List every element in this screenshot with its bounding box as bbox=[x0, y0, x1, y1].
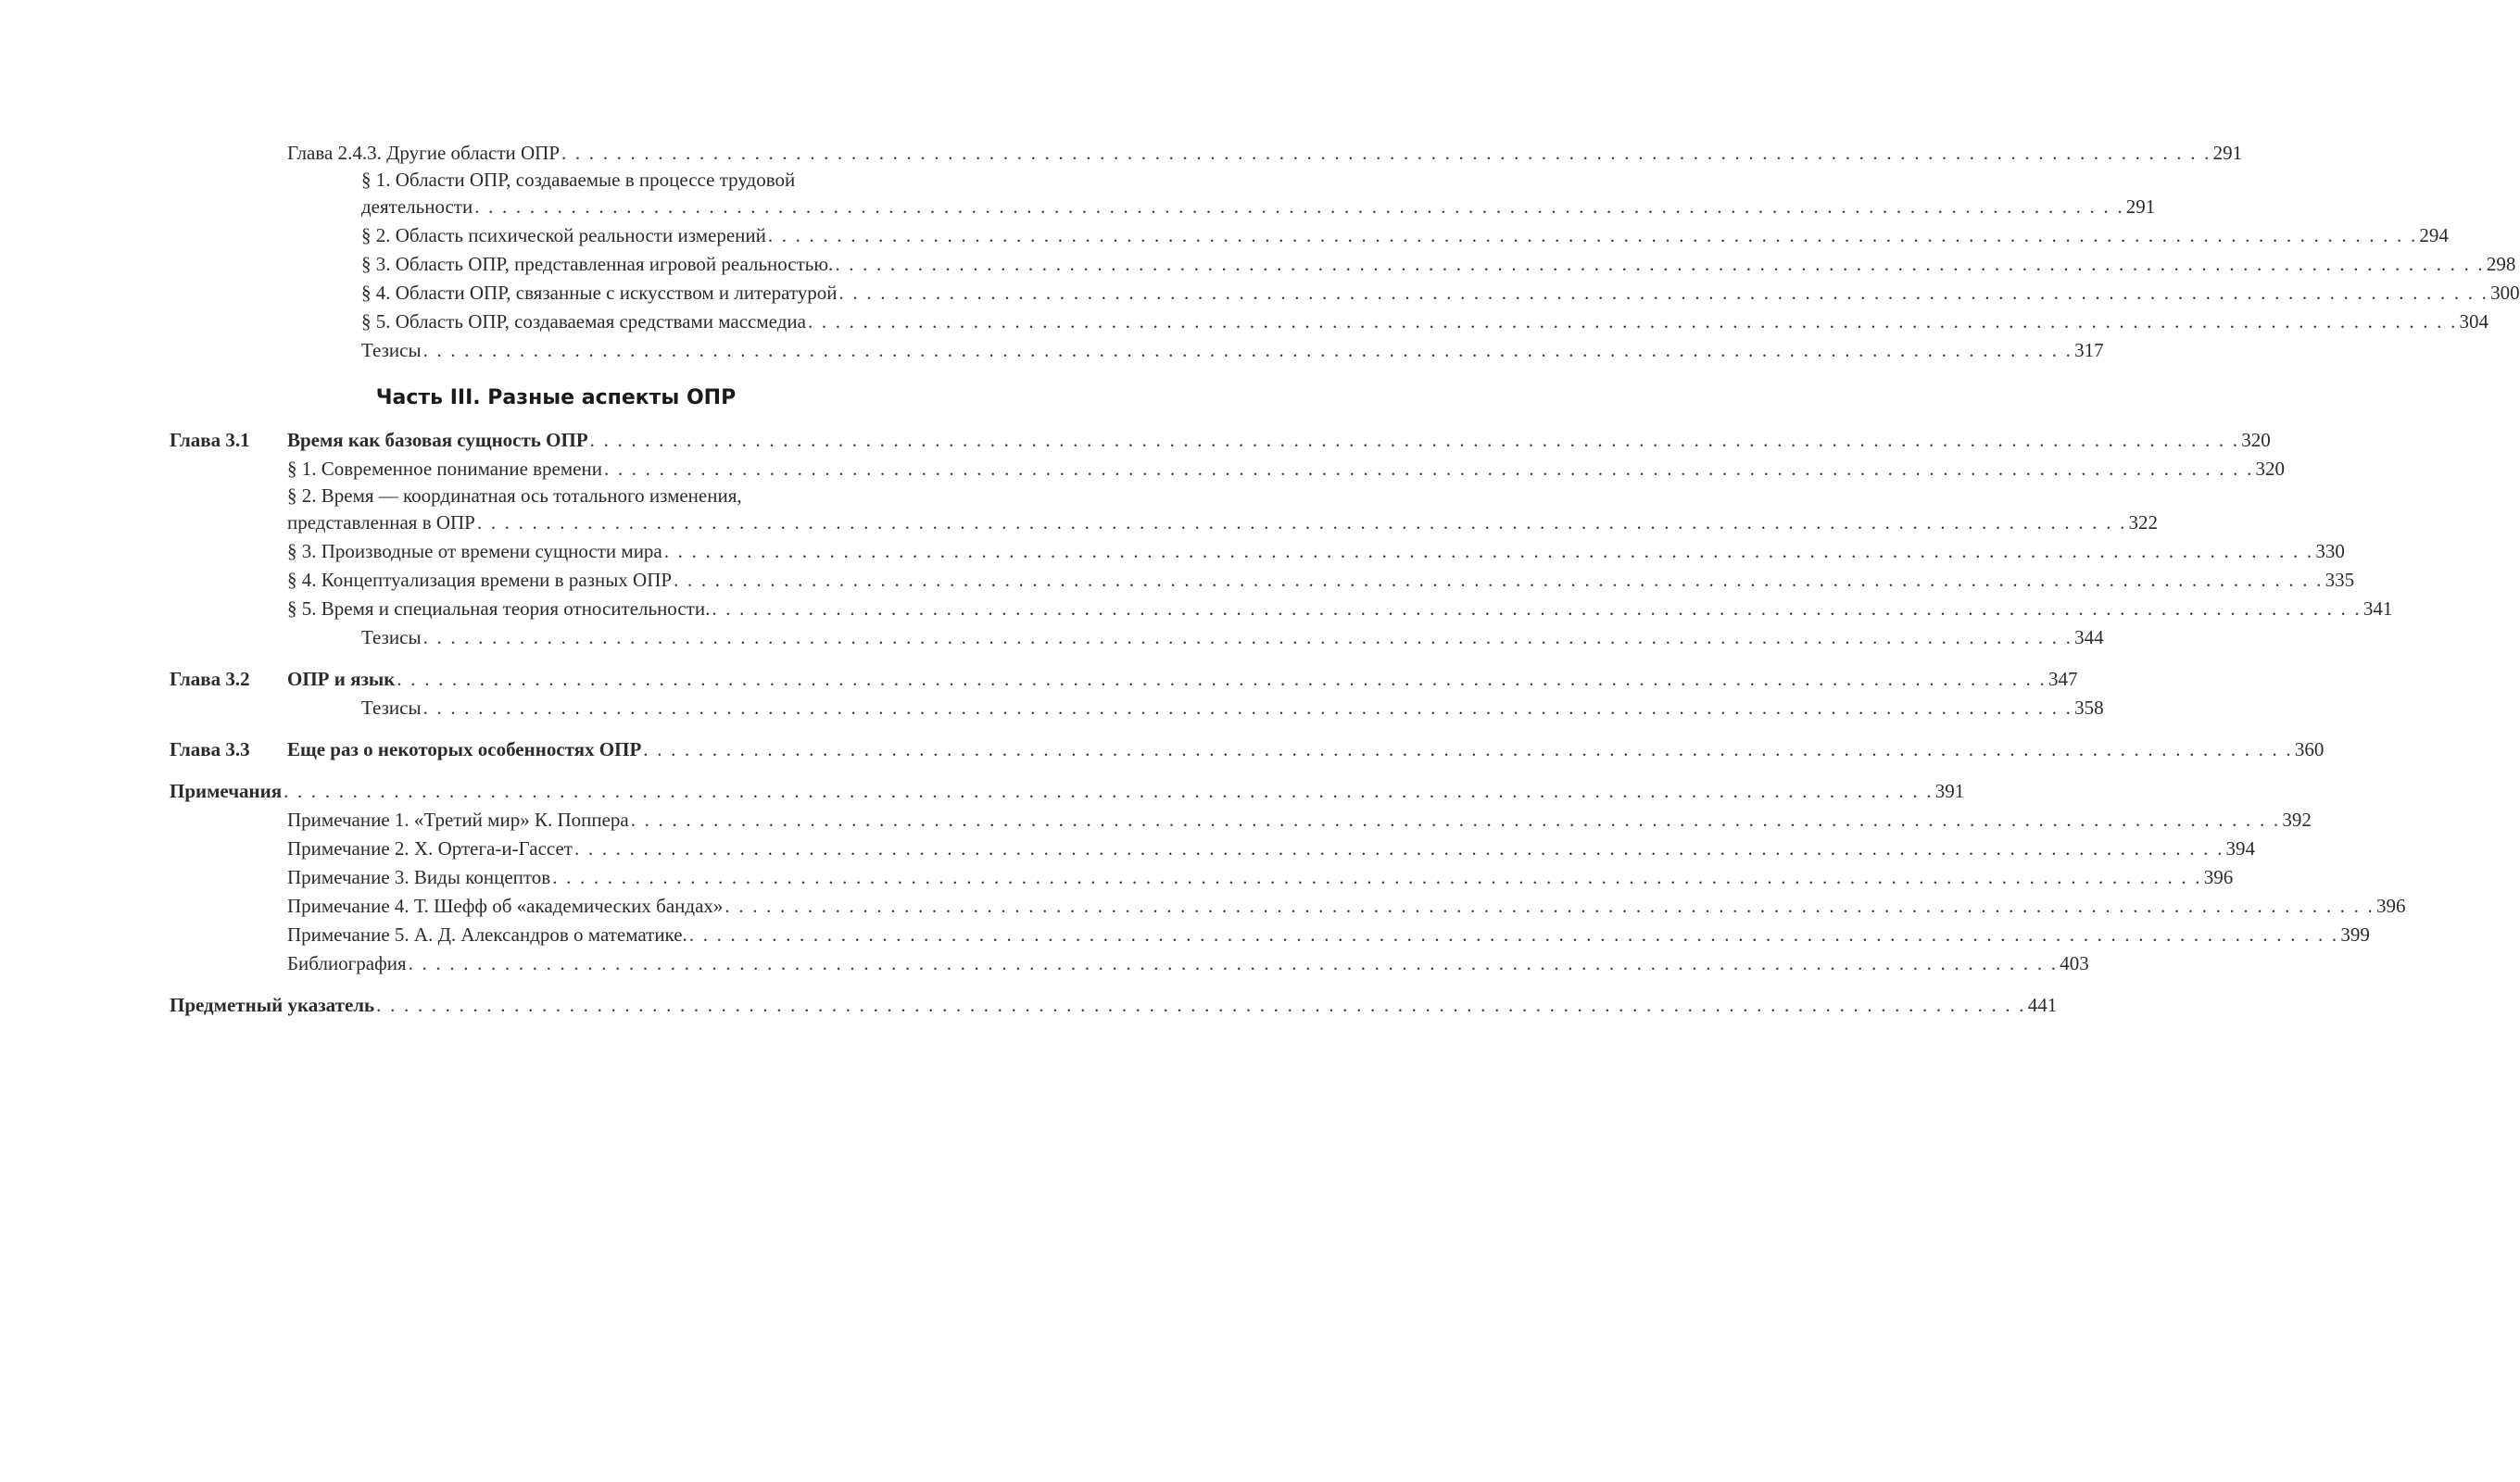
toc-entry-body bbox=[287, 949, 2089, 978]
dot-leader: . . . . . . . . . . . . . . . . . . . . . . . . . . . . . . . . . . . . . . . . . . . . . . . . . . . . . . . . . . . . . . . . . . . . . . . . . . . . . . . . . . . . . . . . . . . . . . . . . . . . . . . . . . . . . . . . . . . . . . . . bbox=[674, 569, 2324, 591]
toc-entry bbox=[0, 193, 2156, 221]
dot-leader: . . . . . . . . . . . . . . . . . . . . . . . . . . . . . . . . . . . . . . . . . . . . . . . . . . . . . . . . . . . . . . . . . . . . . . . . . . . . . . . . . . . . . . . . . . . . . . . . . . . . . . . . . . . . . . . . . . . . . . . . bbox=[422, 626, 2073, 648]
dot-leader: . . . . . . . . . . . . . . . . . . . . . . . . . . . . . . . . . . . . . . . . . . . . . . . . . . . . . . . . . . . . . . . . . . . . . . . . . . . . . . . . . . . . . . . . . . . . . . . . . . . . . . . . . . . . . . . . . . . . . . . . bbox=[807, 310, 2458, 333]
toc-entry bbox=[0, 509, 2158, 537]
toc-entry bbox=[0, 221, 2449, 250]
page-number: 396 bbox=[2203, 866, 2234, 888]
toc-entry bbox=[0, 892, 2406, 921]
toc-entry-body bbox=[287, 595, 2393, 623]
toc-entry-body bbox=[361, 336, 2104, 365]
page-number: 360 bbox=[2294, 738, 2325, 760]
toc-entry-body bbox=[287, 735, 2325, 764]
toc-entry-title: § 3. Область ОПР, представленная игровой реальностью. bbox=[361, 253, 834, 275]
page-number: 347 bbox=[2048, 668, 2078, 690]
toc-chapter bbox=[0, 426, 2271, 455]
toc-entry-line bbox=[0, 484, 1112, 509]
toc-entry-body bbox=[170, 991, 2058, 1020]
page-number: 344 bbox=[2074, 626, 2104, 648]
page-number: 335 bbox=[2325, 569, 2355, 591]
toc-entry bbox=[0, 835, 2256, 863]
page-number: 320 bbox=[2255, 458, 2286, 480]
toc-entry-title: Тезисы bbox=[361, 626, 422, 648]
toc-entry bbox=[0, 139, 2243, 168]
toc-entry-body bbox=[287, 139, 2243, 168]
chapter-number: Глава 3.1 bbox=[170, 429, 250, 451]
toc-entry-body bbox=[287, 566, 2355, 595]
dot-leader: . . . . . . . . . . . . . . . . . . . . . . . . . . . . . . . . . . . . . . . . . . . . . . . . . . . . . . . . . . . . . . . . . . . . . . . . . . . . . . . . . . . . . . . . . . . . . . . . . . . . . . . . . . . . . . . . . . . . . . . . bbox=[838, 282, 2489, 304]
toc-entry-body bbox=[287, 921, 2370, 949]
toc-entry-body bbox=[287, 892, 2406, 921]
dot-leader: . . . . . . . . . . . . . . . . . . . . . . . . . . . . . . . . . . . . . . . . . . . . . . . . . . . . . . . . . . . . . . . . . . . . . . . . . . . . . . . . . . . . . . . . . . . . . . . . . . . . . . . . . . . . . . . . . . . . . . . . bbox=[663, 540, 2314, 562]
page-number: 317 bbox=[2074, 339, 2104, 361]
toc-entry-body bbox=[287, 537, 2345, 566]
dot-leader: . . . . . . . . . . . . . . . . . . . . . . . . . . . . . . . . . . . . . . . . . . . . . . . . . . . . . . . . . . . . . . . . . . . . . . . . . . . . . . . . . . . . . . . . . . . . . . . . . . . . . . . . . . . . . . . . . . . . . . . . bbox=[835, 253, 2485, 275]
toc-entry-body bbox=[361, 221, 2449, 250]
page-number: 441 bbox=[2027, 994, 2058, 1016]
toc-chapter bbox=[0, 665, 2078, 694]
chapter-number: Глава 3.2 bbox=[170, 668, 250, 690]
dot-leader: . . . . . . . . . . . . . . . . . . . . . . . . . . . . . . . . . . . . . . . . . . . . . . . . . . . . . . . . . . . . . . . . . . . . . . . . . . . . . . . . . . . . . . . . . . . . . . . . . . . . . . . . . . . . . . . . . . . . . . . . bbox=[561, 142, 2211, 164]
toc-entry-body bbox=[287, 455, 2286, 484]
toc-entry-title: Время как базовая сущность ОПР bbox=[287, 429, 588, 451]
dot-leader: . . . . . . . . . . . . . . . . . . . . . . . . . . . . . . . . . . . . . . . . . . . . . . . . . . . . . . . . . . . . . . . . . . . . . . . . . . . . . . . . . . . . . . . . . . . . . . . . . . . . . . . . . . . . . . . . . . . . . . . . bbox=[724, 895, 2375, 917]
dot-leader: . . . . . . . . . . . . . . . . . . . . . . . . . . . . . . . . . . . . . . . . . . . . . . . . . . . . . . . . . . . . . . . . . . . . . . . . . . . . . . . . . . . . . . . . . . . . . . . . . . . . . . . . . . . . . . . . . . . . . . . . bbox=[422, 339, 2073, 361]
toc-entry bbox=[0, 336, 2104, 365]
page-number: 358 bbox=[2074, 697, 2104, 719]
spacer bbox=[0, 978, 1112, 991]
part-heading: Часть III. Разные аспекты ОПР bbox=[375, 386, 737, 409]
dot-leader: . . . . . . . . . . . . . . . . . . . . . . . . . . . . . . . . . . . . . . . . . . . . . . . . . . . . . . . . . . . . . . . . . . . . . . . . . . . . . . . . . . . . . . . . . . . . . . . . . . . . . . . . . . . . . . . . . . . . . . . . bbox=[397, 668, 2047, 690]
toc-entry-title: Тезисы bbox=[361, 339, 422, 361]
toc-entry-body bbox=[361, 250, 2516, 279]
dot-leader: . . . . . . . . . . . . . . . . . . . . . . . . . . . . . . . . . . . . . . . . . . . . . . . . . . . . . . . . . . . . . . . . . . . . . . . . . . . . . . . . . . . . . . . . . . . . . . . . . . . . . . . . . . . . . . . . . . . . . . . . bbox=[688, 923, 2339, 946]
dot-leader: . . . . . . . . . . . . . . . . . . . . . . . . . . . . . . . . . . . . . . . . . . . . . . . . . . . . . . . . . . . . . . . . . . . . . . . . . . . . . . . . . . . . . . . . . . . . . . . . . . . . . . . . . . . . . . . . . . . . . . . . bbox=[284, 780, 1934, 802]
dot-leader: . . . . . . . . . . . . . . . . . . . . . . . . . . . . . . . . . . . . . . . . . . . . . . . . . . . . . . . . . . . . . . . . . . . . . . . . . . . . . . . . . . . . . . . . . . . . . . . . . . . . . . . . . . . . . . . . . . . . . . . . bbox=[422, 697, 2073, 719]
spacer bbox=[0, 764, 1112, 777]
table-of-contents bbox=[0, 139, 2520, 1020]
toc-entry-body bbox=[170, 777, 1965, 806]
page-number: 394 bbox=[2225, 837, 2256, 860]
toc-entry-body bbox=[287, 509, 2158, 537]
toc-entry-title: Примечания bbox=[170, 780, 283, 802]
toc-entry bbox=[361, 168, 951, 193]
dot-leader: . . . . . . . . . . . . . . . . . . . . . . . . . . . . . . . . . . . . . . . . . . . . . . . . . . . . . . . . . . . . . . . . . . . . . . . . . . . . . . . . . . . . . . . . . . . . . . . . . . . . . . . . . . . . . . . . . . . . . . . . bbox=[603, 458, 2254, 480]
toc-entry bbox=[0, 537, 2345, 566]
page-number: 298 bbox=[2486, 253, 2516, 275]
dot-leader: . . . . . . . . . . . . . . . . . . . . . . . . . . . . . . . . . . . . . . . . . . . . . . . . . . . . . . . . . . . . . . . . . . . . . . . . . . . . . . . . . . . . . . . . . . . . . . . . . . . . . . . . . . . . . . . . . . . . . . . . bbox=[767, 224, 2418, 246]
toc-entry-title: Библиография bbox=[287, 952, 407, 974]
toc-entry-title: § 1. Области ОПР, создаваемые в процессе трудовой bbox=[361, 169, 796, 191]
page-number: 291 bbox=[2125, 195, 2156, 218]
page-number: 320 bbox=[2241, 429, 2271, 451]
page-number: 291 bbox=[2212, 142, 2243, 164]
page-number: 392 bbox=[2282, 809, 2312, 831]
toc-entry-body bbox=[287, 665, 2078, 694]
page-number: 399 bbox=[2340, 923, 2370, 946]
toc-entry-title: § 1. Современное понимание времени bbox=[287, 458, 602, 480]
toc-entry-title: § 3. Производные от времени сущности мира bbox=[287, 540, 662, 562]
toc-entry-body bbox=[361, 308, 2489, 336]
page-number: 300 bbox=[2490, 282, 2520, 304]
toc-entry-title: Еще раз о некоторых особенностях ОПР bbox=[287, 738, 642, 760]
toc-entry-body bbox=[287, 863, 2234, 892]
dot-leader: . . . . . . . . . . . . . . . . . . . . . . . . . . . . . . . . . . . . . . . . . . . . . . . . . . . . . . . . . . . . . . . . . . . . . . . . . . . . . . . . . . . . . . . . . . . . . . . . . . . . . . . . . . . . . . . . . . . . . . . . bbox=[474, 195, 2124, 218]
toc-entry bbox=[0, 806, 2312, 835]
toc-entry-body bbox=[287, 426, 2271, 455]
toc-entry-title: деятельности bbox=[361, 195, 473, 218]
toc-entry-title: Примечание 4. Т. Шефф об «академических бандах» bbox=[287, 895, 724, 917]
dot-leader: . . . . . . . . . . . . . . . . . . . . . . . . . . . . . . . . . . . . . . . . . . . . . . . . . . . . . . . . . . . . . . . . . . . . . . . . . . . . . . . . . . . . . . . . . . . . . . . . . . . . . . . . . . . . . . . . . . . . . . . . bbox=[589, 429, 2240, 451]
dot-leader: . . . . . . . . . . . . . . . . . . . . . . . . . . . . . . . . . . . . . . . . . . . . . . . . . . . . . . . . . . . . . . . . . . . . . . . . . . . . . . . . . . . . . . . . . . . . . . . . . . . . . . . . . . . . . . . . . . . . . . . . bbox=[712, 597, 2362, 620]
page-number: 396 bbox=[2375, 895, 2406, 917]
toc-entry-line bbox=[0, 168, 1112, 193]
toc-entry bbox=[0, 921, 2370, 949]
page-number: 330 bbox=[2315, 540, 2345, 562]
toc-entry-title: Предметный указатель bbox=[170, 994, 375, 1016]
toc-entry bbox=[0, 949, 2089, 978]
spacer bbox=[0, 652, 1112, 665]
toc-entry-body bbox=[361, 279, 2520, 308]
toc-entry-title: Глава 2.4.3. Другие области ОПР bbox=[287, 142, 560, 164]
spacer bbox=[0, 722, 1112, 735]
toc-entry-body bbox=[361, 694, 2104, 722]
toc-entry-body bbox=[361, 193, 2156, 221]
dot-leader: . . . . . . . . . . . . . . . . . . . . . . . . . . . . . . . . . . . . . . . . . . . . . . . . . . . . . . . . . . . . . . . . . . . . . . . . . . . . . . . . . . . . . . . . . . . . . . . . . . . . . . . . . . . . . . . . . . . . . . . . bbox=[643, 738, 2293, 760]
toc-entry bbox=[0, 595, 2393, 623]
page-number: 304 bbox=[2459, 310, 2489, 333]
toc-chapter bbox=[0, 735, 2325, 764]
toc-entry-title: Тезисы bbox=[361, 697, 422, 719]
dot-leader: . . . . . . . . . . . . . . . . . . . . . . . . . . . . . . . . . . . . . . . . . . . . . . . . . . . . . . . . . . . . . . . . . . . . . . . . . . . . . . . . . . . . . . . . . . . . . . . . . . . . . . . . . . . . . . . . . . . . . . . . bbox=[630, 809, 2281, 831]
page-number: 294 bbox=[2419, 224, 2449, 246]
toc-entry-title: § 5. Время и специальная теория относительности. bbox=[287, 597, 711, 620]
toc-entry bbox=[0, 694, 2104, 722]
chapter-number: Глава 3.3 bbox=[170, 738, 250, 760]
toc-entry-title: § 2. Область психической реальности измерений bbox=[361, 224, 766, 246]
toc-entry-body bbox=[361, 623, 2104, 652]
page-number: 322 bbox=[2128, 511, 2158, 534]
toc-entry bbox=[0, 863, 2234, 892]
toc-entry-title: ОПР и язык bbox=[287, 668, 396, 690]
page-number: 391 bbox=[1934, 780, 1965, 802]
toc-entry-title: Примечание 2. Х. Ортега-и-Гассет bbox=[287, 837, 573, 860]
toc-entry-body bbox=[287, 835, 2256, 863]
dot-leader: . . . . . . . . . . . . . . . . . . . . . . . . . . . . . . . . . . . . . . . . . . . . . . . . . . . . . . . . . . . . . . . . . . . . . . . . . . . . . . . . . . . . . . . . . . . . . . . . . . . . . . . . . . . . . . . . . . . . . . . . bbox=[476, 511, 2127, 534]
page-number: 341 bbox=[2362, 597, 2393, 620]
dot-leader: . . . . . . . . . . . . . . . . . . . . . . . . . . . . . . . . . . . . . . . . . . . . . . . . . . . . . . . . . . . . . . . . . . . . . . . . . . . . . . . . . . . . . . . . . . . . . . . . . . . . . . . . . . . . . . . . . . . . . . . . bbox=[573, 837, 2224, 860]
toc-entry-title: Примечание 5. А. Д. Александров о математике. bbox=[287, 923, 687, 946]
toc-entry-title: § 4. Концептуализация времени в разных ОПР bbox=[287, 569, 673, 591]
page-number: 403 bbox=[2060, 952, 2089, 974]
toc-entry-title: § 2. Время — координатная ось тотального изменения, bbox=[287, 484, 742, 507]
toc-entry-title: Примечание 3. Виды концептов bbox=[287, 866, 551, 888]
toc-entry-body bbox=[287, 806, 2312, 835]
toc-entry bbox=[0, 623, 2104, 652]
toc-entry bbox=[287, 484, 951, 509]
dot-leader: . . . . . . . . . . . . . . . . . . . . . . . . . . . . . . . . . . . . . . . . . . . . . . . . . . . . . . . . . . . . . . . . . . . . . . . . . . . . . . . . . . . . . . . . . . . . . . . . . . . . . . . . . . . . . . . . . . . . . . . . bbox=[552, 866, 2202, 888]
toc-entry bbox=[0, 566, 2355, 595]
toc-entry-title: Примечание 1. «Третий мир» К. Поппера bbox=[287, 809, 629, 831]
toc-entry bbox=[0, 308, 2489, 336]
toc-entry-title: § 5. Область ОПР, создаваемая средствами массмедиа bbox=[361, 310, 806, 333]
toc-top-entry bbox=[0, 991, 2058, 1020]
toc-entry bbox=[0, 250, 2516, 279]
toc-top-entry bbox=[0, 777, 1965, 806]
dot-leader: . . . . . . . . . . . . . . . . . . . . . . . . . . . . . . . . . . . . . . . . . . . . . . . . . . . . . . . . . . . . . . . . . . . . . . . . . . . . . . . . . . . . . . . . . . . . . . . . . . . . . . . . . . . . . . . . . . . . . . . . bbox=[408, 952, 2059, 974]
toc-entry-title: § 4. Области ОПР, связанные с искусством и литературой bbox=[361, 282, 838, 304]
toc-entry bbox=[0, 279, 2520, 308]
toc-entry-title: представленная в ОПР bbox=[287, 511, 475, 534]
toc-entry bbox=[0, 455, 2286, 484]
dot-leader: . . . . . . . . . . . . . . . . . . . . . . . . . . . . . . . . . . . . . . . . . . . . . . . . . . . . . . . . . . . . . . . . . . . . . . . . . . . . . . . . . . . . . . . . . . . . . . . . . . . . . . . . . . . . . . . . . . . . . . . . bbox=[376, 994, 2026, 1016]
